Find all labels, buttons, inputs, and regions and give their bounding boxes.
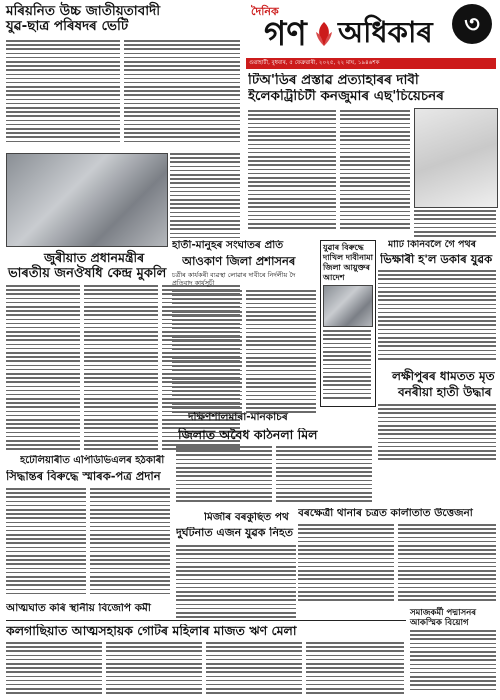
lead-headline-line1[interactable]: টিঅ'ডিৰ প্ৰস্তাৱ প্ৰত্যাহাৰৰ দাবী — [248, 73, 419, 88]
mirzia-story-text — [176, 545, 296, 620]
pm-story-text — [6, 285, 80, 453]
bottom-story-text-col4 — [306, 642, 404, 696]
harassment-headline[interactable]: যুৱাৰ বিৰুদ্ধে দাখিল দাবীনামা জিলা আয়ুক্তৰ আদেশ — [323, 243, 373, 282]
lakhipur-headline-line2[interactable]: বনৰীয়া হাতী উদ্ধাৰ — [398, 385, 492, 399]
samajik-story-text — [410, 630, 496, 695]
page-number: ৩ — [464, 10, 480, 38]
elephant-story-text-col2 — [246, 290, 316, 415]
pm-headline-line2[interactable]: ভাৰতীয় জনঔষধি কেন্দ্ৰ মুকলি — [8, 266, 167, 281]
bottom-banner-headline[interactable]: কলগাছিয়াত আত্মসহায়ক গোটৰ মহিলাৰ মাজত ঋণ মেলা — [6, 624, 297, 638]
murder-story-text-col2 — [398, 524, 496, 604]
elephant-subhead[interactable]: চত্ৰীৰ কাৰ্যকৰী ব্যৱস্থা লোৱাৰ দাবীৰে নিৰ্দলীয় দৈ প্ৰতিবাদ কাৰ্যসূচী — [172, 271, 296, 287]
left-lead-text — [6, 40, 120, 150]
bottom-story-text-col3 — [206, 642, 302, 696]
mandir-story-text-col2 — [276, 446, 372, 504]
lead-story-text-col2 — [340, 110, 410, 235]
dateline-assamese: গুৱাহাটী, বুধবাৰ, ৫ ফেব্ৰুৱাৰী, ২০২৫, ২২ মাঘ, ১৯৪৬শক — [249, 60, 380, 66]
bottom-banner-rule — [6, 620, 406, 621]
mirzia-headline-line2[interactable]: দুৰ্ঘটনাত এজন যুৱক নিহত — [176, 527, 294, 539]
elephant-story-text — [172, 290, 242, 415]
daily-label: দৈনিক — [251, 5, 279, 18]
mirzia-headline-line1[interactable]: মিৰ্জাৰ বৰকুছিত পথ — [204, 512, 289, 523]
left-lead-headline[interactable]: মৰিয়নিত উচ্চ জাতীয়তাবাদী যুৱ-ছাত্ৰ পৰিষদৰ ভেটি — [6, 3, 161, 34]
logo-flower-icon — [314, 20, 334, 48]
pm-headline-line1[interactable]: জুৰীয়াত প্ৰধানমন্ত্ৰীৰ — [44, 250, 145, 265]
lead-story-text — [248, 110, 336, 235]
harassment-text — [323, 330, 371, 402]
lead-story-text-col3 — [414, 210, 496, 238]
hotel-headline-line2[interactable]: সিদ্ধান্তৰ বিৰুদ্ধে স্মাৰক-পত্ৰ প্ৰদান — [6, 470, 161, 483]
hotel-story-text — [6, 488, 86, 598]
hotel-headline-line1[interactable]: হটেলিয়াৰীত এপিডিভিএলৰ হঠকাৰী — [20, 455, 165, 466]
samajik-headline[interactable]: সমাজকৰ্মী পদ্মাসনৰ আকস্মিক বিয়োগ — [410, 608, 477, 628]
murder-headline[interactable]: বৰক্ষেত্ৰী থানাৰ চত্ৰত কাৰ্লাতাত উত্তেজনা — [298, 508, 473, 519]
photo-harassment — [323, 285, 373, 327]
mati-headline-line2[interactable]: ভিক্ষাৰী হ'ল ডকাৰ যুৱক — [380, 253, 493, 266]
murder-story-text — [298, 524, 394, 604]
bottom-story-text-col2 — [106, 642, 202, 696]
elephant-headline-line1[interactable]: হাতী-মানুহৰ সংঘাতৰ প্ৰতি — [172, 240, 284, 251]
lead-headline-line2[interactable]: ইলেকট্ৰিচিটী কনজুমাৰ এছ'চিয়েচনৰ — [248, 89, 444, 104]
newspaper-masthead — [246, 4, 496, 56]
mandir-headline-line1[interactable]: দক্ষিণশালমাৰা-মানকাচৰ — [188, 412, 288, 423]
masthead-name-part1: গণ — [264, 14, 307, 54]
suicide-headline[interactable]: আত্মঘাত কৰি স্থানীয় বিজেপি কৰ্মী — [6, 603, 151, 614]
left-lead-text-col2 — [124, 40, 240, 150]
pm-story-text-col2 — [84, 285, 158, 453]
bottom-story-text — [6, 642, 102, 696]
story-col-text — [170, 153, 240, 243]
lakhipur-story-text — [378, 404, 496, 462]
mandir-headline-line2[interactable]: জিলাত অবৈধ কাঠনলা মিল — [178, 428, 318, 442]
photo-lead-story — [414, 108, 498, 208]
hotel-story-text-col2 — [90, 488, 170, 598]
lakhipur-headline-line1[interactable]: লক্ষীপুৰৰ ধামতত মৃত — [392, 369, 495, 383]
mandir-story-text — [176, 446, 272, 504]
dateline-bar — [246, 58, 496, 69]
mati-story-text — [378, 270, 496, 365]
page-number-circle — [452, 4, 492, 44]
elephant-headline-line2[interactable]: আওকাণ জিলা প্ৰশাসনৰ — [182, 255, 296, 268]
photo-pm-event — [6, 153, 168, 247]
masthead-name-part2: অধিকাৰ — [338, 15, 433, 49]
mati-headline-line1[interactable]: মাটি কিনিবলৈ গৈ পথৰ — [388, 240, 476, 250]
